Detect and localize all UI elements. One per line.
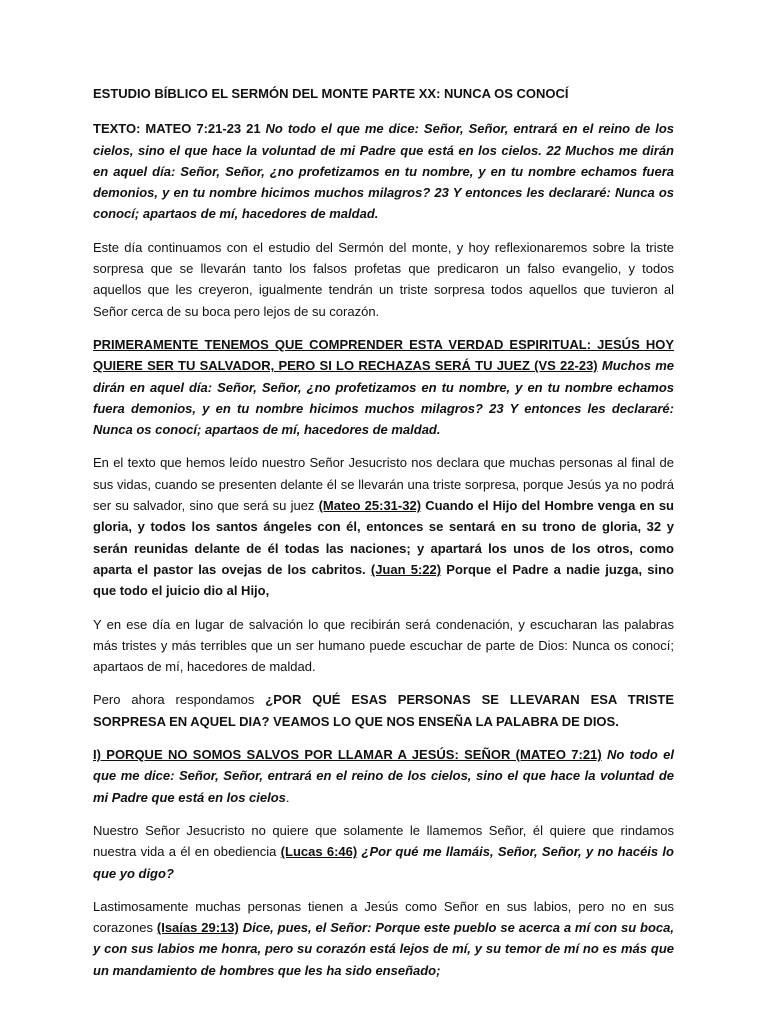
scripture-quote: Muchos me dirán en aquel día: Señor, Señor, ¿no profetizamos en tu nombre, y en tu nombre echamos fuera demonios, y en tu nombre hicimos muchos milagros? 23 Y entonces les declararé: Nunca os conocí; apartaos de mí, hacedores de maldad. <box>93 358 675 438</box>
lips-heart-paragraph <box>93 896 674 981</box>
question-paragraph <box>93 689 674 732</box>
scripture-reference: (Isaías 29:13) <box>156 920 239 936</box>
body-text: Nuestro Señor Jesucristo no quiere que solamente le llamemos Señor, él quiere que rindamos nuestra vida a él en obediencia <box>93 822 674 860</box>
intro-paragraph: Este día continuamos con el estudio del Sermón del monte, y hoy reflexionaremos sobre la triste sorpresa que se llevarán tanto los falsos profetas que predicaron un falso evangelio, y todos aquellos que les creyeron, igualmente tendrán un triste sorpresa todos aquellos que tuvieron al Señor cerca de su boca pero lejos de su corazón. <box>93 239 674 319</box>
scripture-quote: ¿Por qué me llamáis, Señor, Señor, y no hacéis lo que yo digo? <box>93 844 674 881</box>
explanation-paragraph <box>93 452 674 601</box>
scripture-quote: Cuando el Hijo del Hombre venga en su gloria, y todos los santos ángeles con él, entonces se sentará en su trono de gloria, 32 y serán reunidas delante de él todas las naciones; y apartará los unos de los otros, como aparta el pastor las ovejas de los cabritos. <box>93 498 674 577</box>
point-one-paragraph <box>93 744 674 808</box>
section-heading: PRIMERAMENTE TENEMOS QUE COMPRENDER ESTA VERDAD ESPIRITUAL: JESÚS HOY QUIERE SER TU SALVADOR, PERO SI LO RECHAZAS SERÁ TU JUEZ (VS 22-23) <box>93 336 674 374</box>
point-heading: I) PORQUE NO SOMOS SALVOS POR LLAMAR A JESÚS: SEÑOR (MATEO 7:21) <box>93 747 602 763</box>
text-reference-label: TEXTO: MATEO 7:21-23 21 <box>93 121 261 137</box>
question-text: ¿POR QUÉ ESAS PERSONAS SE LLEVARAN ESA TRISTE SORPRESA EN AQUEL DIA? VEAMOS LO QUE NOS ENSEÑA LA PALABRA DE DIOS. <box>93 692 674 729</box>
body-text: . <box>285 789 290 805</box>
scripture-reference: (Lucas 6:46) <box>280 844 358 860</box>
condemnation-paragraph: Y en ese día en lugar de salvación lo que recibirán será condenación, y escucharan las palabras más tristes y más terribles que un ser humano puede escuchar de parte de Dios: Nunca os conocí; apartaos de mí, hacedores de maldad. <box>93 616 674 675</box>
scripture-quote: Dice, pues, el Señor: Porque este pueblo se acerca a mí con su boca, y con sus labios me honra, pero su corazón está lejos de mí, y su temor de mí no es más que un mandamiento de hombres que les ha sido enseñado; <box>93 920 675 978</box>
document-body <box>93 83 674 993</box>
body-text: En el texto que hemos leído nuestro Señor Jesucristo nos declara que muchas personas al final de sus vidas, cuando se presenten delante él se llevarán una triste sorpresa, porque Jesús ya no podrá ser su salvador, sino que será su juez <box>93 455 674 514</box>
body-text: Lastimosamente muchas personas tienen a Jesús como Señor en sus labios, pero no en sus corazones <box>93 898 674 936</box>
scripture-reference: (Mateo 25:31-32) <box>318 498 422 514</box>
body-text: Pero ahora respondamos <box>93 692 266 708</box>
obedience-paragraph <box>93 820 674 884</box>
scripture-quote: No todo el que me dice: Señor, Señor, entrará en el reino de los cielos, sino el que hace la voluntad de mi Padre que está en los cielos. 22 Muchos me dirán en aquel día: Señor, Señor, ¿no profetizamos en tu nombre, y en tu nombre echamos fuera demonios, y en tu nombre hicimos muchos milagros? 23 Y entonces les declararé: Nunca os conocí; apartaos de mí, hacedores de maldad. <box>93 121 674 222</box>
scripture-reference: (Juan 5:22) <box>370 561 442 577</box>
scripture-quote: No todo el que me dice: Señor, Señor, entrará en el reino de los cielos, sino el que hace la voluntad de mi Padre que está en los cielos <box>93 747 674 805</box>
document-title: ESTUDIO BÍBLICO EL SERMÓN DEL MONTE PARTE XX: NUNCA OS CONOCÍ <box>93 86 569 101</box>
scripture-text-paragraph <box>93 118 674 224</box>
scripture-quote: Porque el Padre a nadie juzga, sino que todo el juicio dio al Hijo, <box>93 561 674 599</box>
section-heading-paragraph <box>93 334 674 440</box>
